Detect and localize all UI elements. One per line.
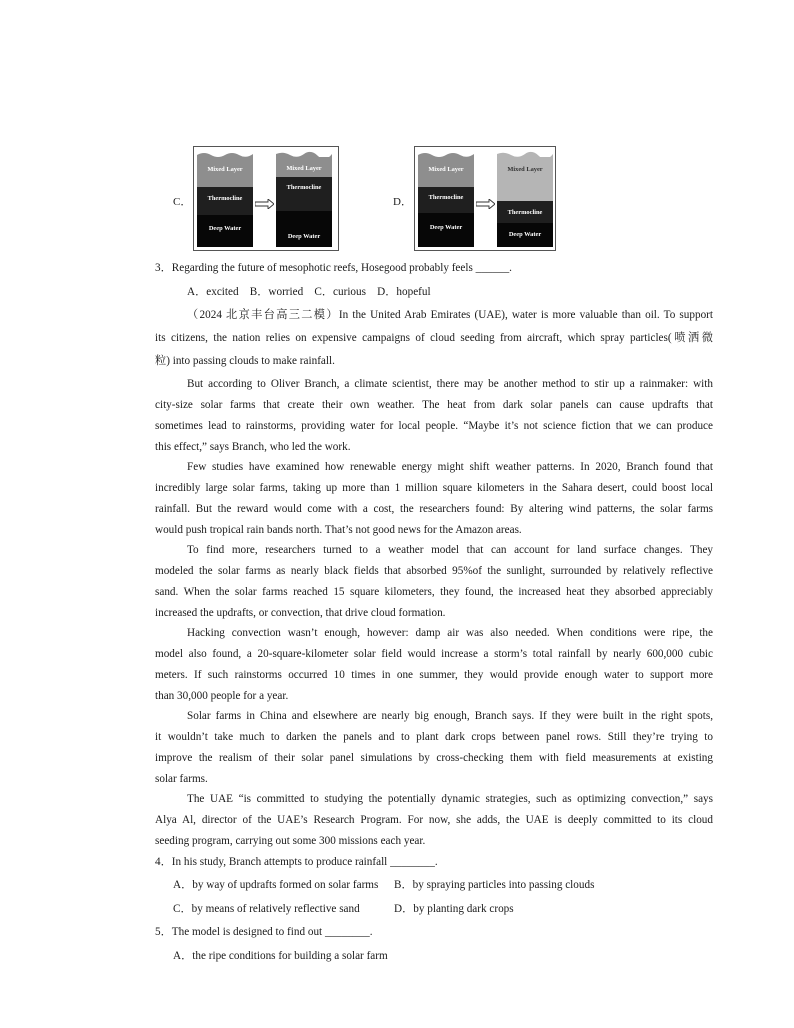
passage-p3-line-1: Few studies have examined how renewable energy might shift weather patterns. In 2020, Branch found that	[187, 461, 713, 473]
figure-c-before-column	[197, 157, 253, 247]
passage-p1-line-3: 粒) into passing clouds to make rainfall.	[155, 355, 335, 367]
question-3-options: A．excited B．worried C．curious D．hopeful	[187, 286, 431, 298]
passage-p6-line-2: it wouldn’t take much to darken the panels and to plant dark crops between panel rows. Still they’re trying to	[155, 731, 713, 743]
passage-p3-line-2: incredibly large solar farms, taking up more than 1 million square kilometers in the Sahara desert, could boost local	[155, 482, 713, 494]
figure-c-before-mixed-label: Mixed Layer	[207, 166, 243, 173]
question-4-stem: 4．In his study, Branch attempts to produce rainfall ________.	[155, 856, 438, 868]
passage-p4-line-2: modeled the solar farms as nearly black fields that absorbed 95%of the sunlight, surrounded by relatively reflective	[155, 565, 713, 577]
figure-d-before-mixed-label: Mixed Layer	[428, 166, 464, 173]
passage-p4-line-4: increased the updrafts, or convection, that drive cloud formation.	[155, 607, 446, 619]
question-4-option-c: C．by means of relatively reflective sand	[173, 903, 360, 915]
question-4-option-d: D．by planting dark crops	[394, 903, 514, 915]
figure-d-letter: D．	[393, 196, 412, 208]
passage-p5-line-1: Hacking convection wasn’t enough, however: damp air was also needed. When conditions were ripe, the	[187, 627, 713, 639]
passage-p2-line-2: city-size solar farms that create their own weather. The heat from dark solar panels can cause updrafts that	[155, 399, 713, 411]
figure-d-before-thermocline-label: Thermocline	[428, 194, 464, 201]
passage-p2-line-1: But according to Oliver Branch, a climate scientist, there may be another method to stir up a rainmaker: with	[187, 378, 713, 390]
passage-p6-line-1: Solar farms in China and elsewhere are nearly big enough, Branch says. If they were built in the right spots,	[187, 710, 713, 722]
passage-p5-line-4: than 30,000 people for a year.	[155, 690, 289, 702]
question-4-option-a: A．by way of updrafts formed on solar farms	[173, 879, 379, 891]
figure-d	[414, 146, 556, 251]
figure-c	[193, 146, 339, 251]
passage-p5-line-3: meters. If such rainstorms occurred 10 times in one summer, they would provide enough water to support more	[155, 669, 713, 681]
passage-p6-line-4: solar farms.	[155, 773, 208, 785]
passage-p7-line-3: seeding program, carrying out some 300 missions each year.	[155, 835, 426, 847]
question-3-stem: 3．Regarding the future of mesophotic reefs, Hosegood probably feels ______.	[155, 262, 512, 274]
passage-p4-line-3: sand. When the solar farms reached 15 square kilometers, they found, the increased heat they absorbed appreciably	[155, 586, 713, 598]
figure-d-after-mixed-label: Mixed Layer	[507, 166, 543, 173]
question-4-option-b: B．by spraying particles into passing clouds	[394, 879, 595, 891]
arrow-icon	[476, 199, 495, 209]
figure-d-after-thermocline-label: Thermocline	[507, 209, 543, 216]
passage-p1-line-1: （2024 北京丰台高三二模）In the United Arab Emirates (UAE), water is more valuable than oil. To support	[187, 309, 713, 321]
figure-d-before-column	[418, 157, 474, 247]
figure-c-after-column	[276, 157, 332, 247]
question-5-stem: 5．The model is designed to find out ________.	[155, 926, 373, 938]
question-5-option-a: A．the ripe conditions for building a solar farm	[173, 950, 388, 962]
passage-p6-line-3: improve the realism of their solar panel simulations by cross-checking them with field measurements at existing	[155, 752, 713, 764]
arrow-icon	[255, 199, 274, 209]
passage-p5-line-2: model also found, a 20-square-kilometer solar field would increase a storm’s total rainfall by nearly 600,000 cubic	[155, 648, 713, 660]
figure-c-after-thermocline-label: Thermocline	[286, 184, 322, 191]
passage-p7-line-1: The UAE “is committed to studying the potentially dynamic strategies, such as optimizing convection,” says	[187, 793, 713, 805]
figure-c-after-mixed-label: Mixed Layer	[286, 165, 322, 172]
passage-p7-line-2: Alya Al, director of the UAE’s Research Program. For now, she adds, the UAE is deeply committed to its cloud	[155, 814, 713, 826]
figure-c-after-deep-label: Deep Water	[287, 233, 321, 240]
figure-d-after-column	[497, 157, 553, 247]
figure-c-before-deep-label: Deep Water	[208, 225, 242, 232]
passage-p3-line-3: rainfall. But the reward would come with a cost, the researchers found: By altering wind patterns, the solar farms	[155, 503, 713, 515]
figure-c-before-thermocline-label: Thermocline	[207, 195, 243, 202]
passage-p1-line-2: its citizens, the nation relies on expensive campaigns of cloud seeding from aircraft, which spray particles(喷洒微	[155, 332, 713, 344]
passage-p4-line-1: To find more, researchers turned to a weather model that can account for land surface changes. They	[187, 544, 713, 556]
passage-p2-line-4: this effect,” says Branch, who led the work.	[155, 441, 351, 453]
figure-c-letter: C．	[173, 196, 192, 208]
figure-d-before-deep-label: Deep Water	[429, 224, 463, 231]
figure-d-after-deep-label: Deep Water	[508, 231, 542, 238]
passage-p3-line-4: would push tropical rain bands north. That’s not good news for the Amazon areas.	[155, 524, 522, 536]
passage-p2-line-3: sometimes lead to rainstorms, providing water for local people. “Maybe it’s not science fiction that we can produce	[155, 420, 713, 432]
